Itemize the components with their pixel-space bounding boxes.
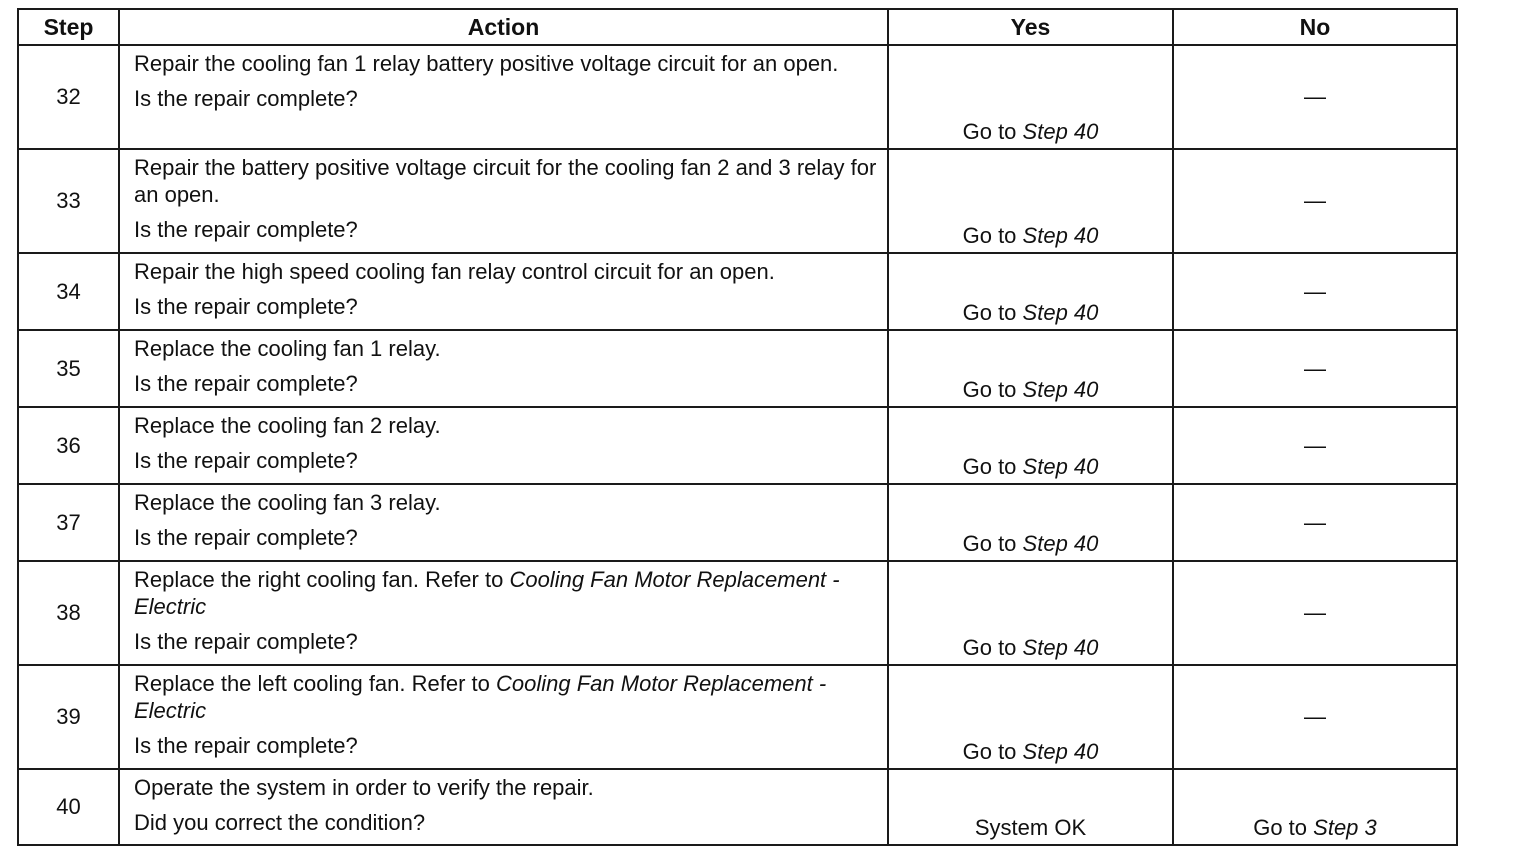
yes-step-link[interactable]: Step 40 <box>1022 635 1099 660</box>
yes-step-link[interactable]: Step 40 <box>1022 454 1099 479</box>
table-row <box>18 665 1457 769</box>
no-value-dash: — <box>1304 704 1326 729</box>
step-number: 38 <box>18 561 119 665</box>
action-question: Is the repair complete? <box>134 86 358 111</box>
yes-cell <box>888 149 1173 253</box>
no-step-link[interactable]: Step 3 <box>1313 815 1377 840</box>
table-row <box>18 253 1457 330</box>
no-cell <box>1173 665 1457 769</box>
action-question: Is the repair complete? <box>134 629 358 654</box>
action-question: Is the repair complete? <box>134 294 358 319</box>
yes-step-link[interactable]: Step 40 <box>1022 119 1099 144</box>
no-cell <box>1173 149 1457 253</box>
procedure-reference-link[interactable]: Cooling Fan Motor Replacement - Electric <box>134 671 827 723</box>
action-text: Replace the cooling fan 2 relay. <box>134 413 441 438</box>
action-text <box>134 566 877 620</box>
no-cell <box>1173 253 1457 330</box>
step-number: 36 <box>18 407 119 484</box>
no-cell <box>1173 484 1457 561</box>
action-cell <box>119 45 888 149</box>
yes-cell <box>888 407 1173 484</box>
table-row <box>18 45 1457 149</box>
yes-result-text: System OK <box>974 815 1087 840</box>
action-question: Is the repair complete? <box>134 525 358 550</box>
yes-prefix: Go to <box>962 300 1017 325</box>
step-number: 37 <box>18 484 119 561</box>
step-number: 39 <box>18 665 119 769</box>
step-number: 40 <box>18 769 119 845</box>
action-text: Operate the system in order to verify the repair. <box>134 775 594 800</box>
action-cell <box>119 665 888 769</box>
action-cell <box>119 484 888 561</box>
action-question: Is the repair complete? <box>134 371 358 396</box>
yes-prefix: Go to <box>962 377 1017 402</box>
no-value-dash: — <box>1304 355 1326 381</box>
no-value-dash: — <box>1304 600 1326 625</box>
table-row <box>18 561 1457 665</box>
yes-prefix: Go to <box>962 223 1017 248</box>
action-cell <box>119 407 888 484</box>
action-instruction: Replace the left cooling fan. Refer to <box>134 671 490 696</box>
table-header-row <box>18 9 1457 45</box>
no-value-dash: — <box>1304 84 1326 109</box>
yes-prefix: Go to <box>962 635 1017 660</box>
table-row <box>18 484 1457 561</box>
yes-step-link[interactable]: Step 40 <box>1022 223 1099 248</box>
action-text <box>134 670 877 724</box>
no-cell <box>1173 330 1457 407</box>
table-row <box>18 330 1457 407</box>
step-number: 33 <box>18 149 119 253</box>
action-instruction: Replace the right cooling fan. Refer to <box>134 567 504 592</box>
step-number: 32 <box>18 45 119 149</box>
action-text: Repair the high speed cooling fan relay control circuit for an open. <box>134 259 775 284</box>
table-row <box>18 407 1457 484</box>
yes-prefix: Go to <box>962 454 1017 479</box>
action-text: Repair the cooling fan 1 relay battery positive voltage circuit for an open. <box>134 51 839 76</box>
action-text: Replace the cooling fan 3 relay. <box>134 490 441 515</box>
yes-cell <box>888 45 1173 149</box>
step-number: 34 <box>18 253 119 330</box>
yes-cell <box>888 665 1173 769</box>
no-prefix: Go to <box>1253 815 1308 840</box>
no-value-dash: — <box>1304 278 1326 304</box>
yes-step-link[interactable]: Step 40 <box>1022 377 1099 402</box>
yes-cell <box>888 330 1173 407</box>
yes-cell <box>888 769 1173 845</box>
yes-step-link[interactable]: Step 40 <box>1022 531 1099 556</box>
header-yes: Yes <box>888 9 1173 45</box>
action-question: Is the repair complete? <box>134 733 358 758</box>
document-page <box>17 8 1458 846</box>
header-step: Step <box>18 9 119 45</box>
yes-cell <box>888 484 1173 561</box>
yes-prefix: Go to <box>962 739 1017 764</box>
table-row <box>18 769 1457 845</box>
no-cell <box>1173 407 1457 484</box>
action-cell <box>119 253 888 330</box>
no-cell <box>1173 561 1457 665</box>
table-row <box>18 149 1457 253</box>
yes-prefix: Go to <box>962 531 1017 556</box>
action-cell <box>119 769 888 845</box>
yes-cell <box>888 561 1173 665</box>
no-cell <box>1173 45 1457 149</box>
procedure-reference-link[interactable]: Cooling Fan Motor Replacement - Electric <box>134 567 840 619</box>
yes-prefix: Go to <box>962 119 1017 144</box>
no-value-dash: — <box>1304 432 1326 458</box>
header-no: No <box>1173 9 1457 45</box>
action-text: Repair the battery positive voltage circuit for the cooling fan 2 and 3 relay for an open. <box>134 155 877 207</box>
action-cell <box>119 330 888 407</box>
action-question: Did you correct the condition? <box>134 810 426 835</box>
no-value-dash: — <box>1304 188 1326 213</box>
action-cell <box>119 561 888 665</box>
yes-cell <box>888 253 1173 330</box>
yes-step-link[interactable]: Step 40 <box>1022 300 1099 325</box>
action-question: Is the repair complete? <box>134 448 358 473</box>
diagnostic-steps-table <box>17 8 1458 846</box>
action-text: Replace the cooling fan 1 relay. <box>134 336 441 361</box>
step-number: 35 <box>18 330 119 407</box>
header-action: Action <box>119 9 888 45</box>
no-value-dash: — <box>1304 509 1326 535</box>
no-cell <box>1173 769 1457 845</box>
action-cell <box>119 149 888 253</box>
action-question: Is the repair complete? <box>134 217 358 242</box>
yes-step-link[interactable]: Step 40 <box>1022 739 1099 764</box>
